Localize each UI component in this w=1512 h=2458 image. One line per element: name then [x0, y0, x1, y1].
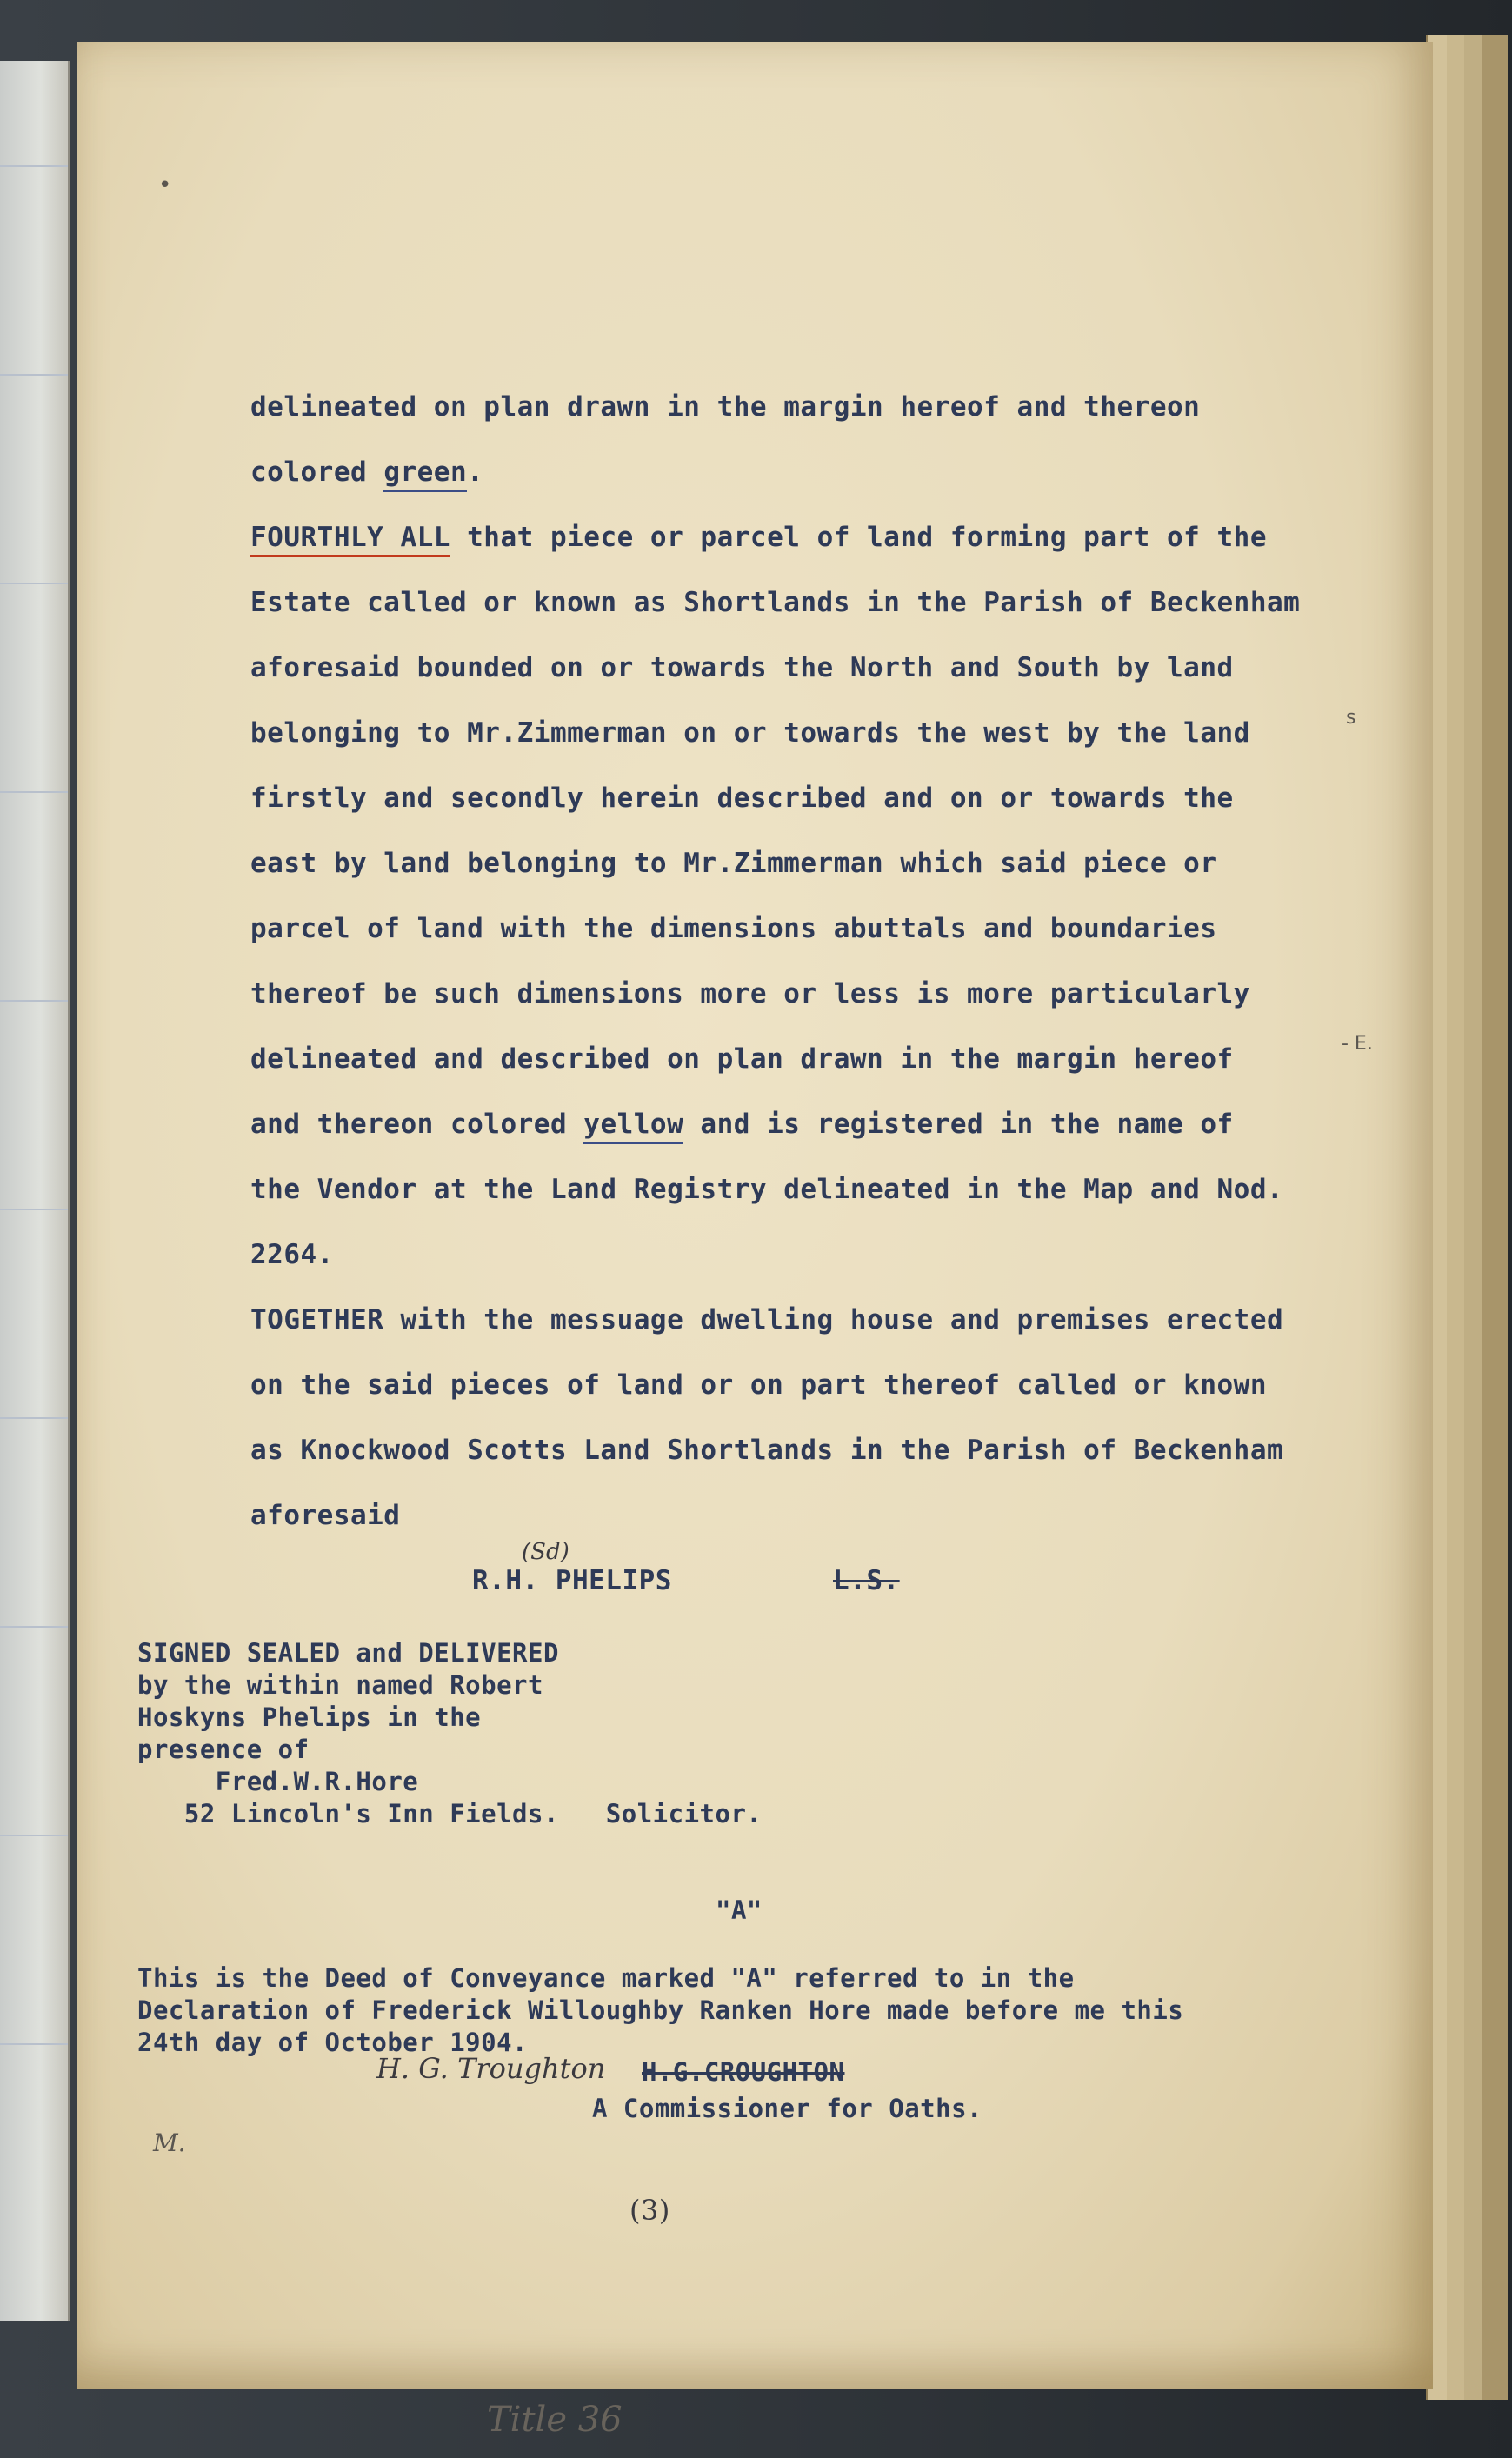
page-number: (3)	[629, 2194, 670, 2227]
text-line: belonging to Mr.Zimmerman on or towards the west by the land	[250, 717, 1250, 749]
text-line: delineated on plan drawn in the margin hereof and thereon	[250, 391, 1201, 423]
page-edge-stack	[1478, 35, 1508, 2400]
attestation-line: presence of	[137, 1735, 310, 1764]
text-line: Estate called or known as Shortlands in the Parish of Beckenham	[250, 587, 1301, 618]
text-line: the Vendor at the Land Registry delineated in the Map and Nod.	[250, 1174, 1284, 1205]
text-line: firstly and secondly herein described and on or towards the	[250, 783, 1234, 814]
text-line: aforesaid	[250, 1500, 401, 1531]
text-line: parcel of land with the dimensions abuttals and boundaries	[250, 913, 1217, 944]
text-line: TOGETHER with the messuage dwelling house and premises erected	[250, 1304, 1284, 1336]
text-line: as Knockwood Scotts Land Shortlands in the Parish of Beckenham	[250, 1435, 1284, 1466]
text-line: thereof be such dimensions more or less is more particularly	[250, 978, 1250, 1009]
text-line: and thereon colored yellow and is registered in the name of	[250, 1109, 1234, 1140]
declaration-line: This is the Deed of Conveyance marked "A" referred to in the	[137, 1963, 1075, 1993]
commissioner-title: A Commissioner for Oaths.	[592, 2094, 982, 2123]
attestation-line: Fred.W.R.Hore	[137, 1767, 419, 1796]
attestation-line: by the within named Robert	[137, 1670, 543, 1700]
attestation-line: SIGNED SEALED and DELIVERED	[137, 1638, 559, 1668]
document-page	[77, 42, 1433, 2389]
margin-mark: - E.	[1342, 1033, 1373, 1055]
declaration-line: 24th day of October 1904.	[137, 2028, 528, 2057]
text-line: FOURTHLY ALL that piece or parcel of land forming part of the	[250, 522, 1267, 553]
text-line: aforesaid bounded on or towards the North and South by land	[250, 652, 1234, 683]
clause-heading: FOURTHLY ALL	[250, 522, 450, 557]
margin-mark: s	[1346, 707, 1356, 729]
text-line: delineated and described on plan drawn in the margin hereof	[250, 1043, 1234, 1075]
text-line: east by land belonging to Mr.Zimmerman which said piece or	[250, 848, 1217, 879]
signature-name: R.H. PHELIPS	[472, 1565, 672, 1596]
text-line: on the said pieces of land or on part thereof called or known	[250, 1369, 1267, 1401]
text-line: 2264.	[250, 1239, 334, 1270]
underlined-word: green	[383, 456, 467, 492]
attestation-line: 52 Lincoln's Inn Fields. Solicitor.	[137, 1799, 763, 1829]
pencil-note: Title 36	[487, 2400, 623, 2440]
declaration-line: Declaration of Frederick Willoughby Ranken Hore made before me this	[137, 1995, 1184, 2025]
underlined-word: yellow	[583, 1109, 683, 1144]
text-line: colored green.	[250, 456, 483, 488]
exhibit-mark: "A"	[716, 1895, 763, 1925]
facing-page-edge	[0, 61, 70, 2321]
margin-mark: •	[158, 172, 172, 198]
signature-annotation: (Sd)	[522, 1539, 569, 1565]
attestation-line: Hoskyns Phelips in the	[137, 1702, 482, 1732]
commissioner-typed-name: H.G.CROUGHTON	[642, 2057, 845, 2087]
seal-mark: L.S.	[833, 1565, 900, 1596]
commissioner-signature: H. G. Troughton	[376, 2052, 606, 2085]
margin-initials: M.	[153, 2128, 186, 2157]
